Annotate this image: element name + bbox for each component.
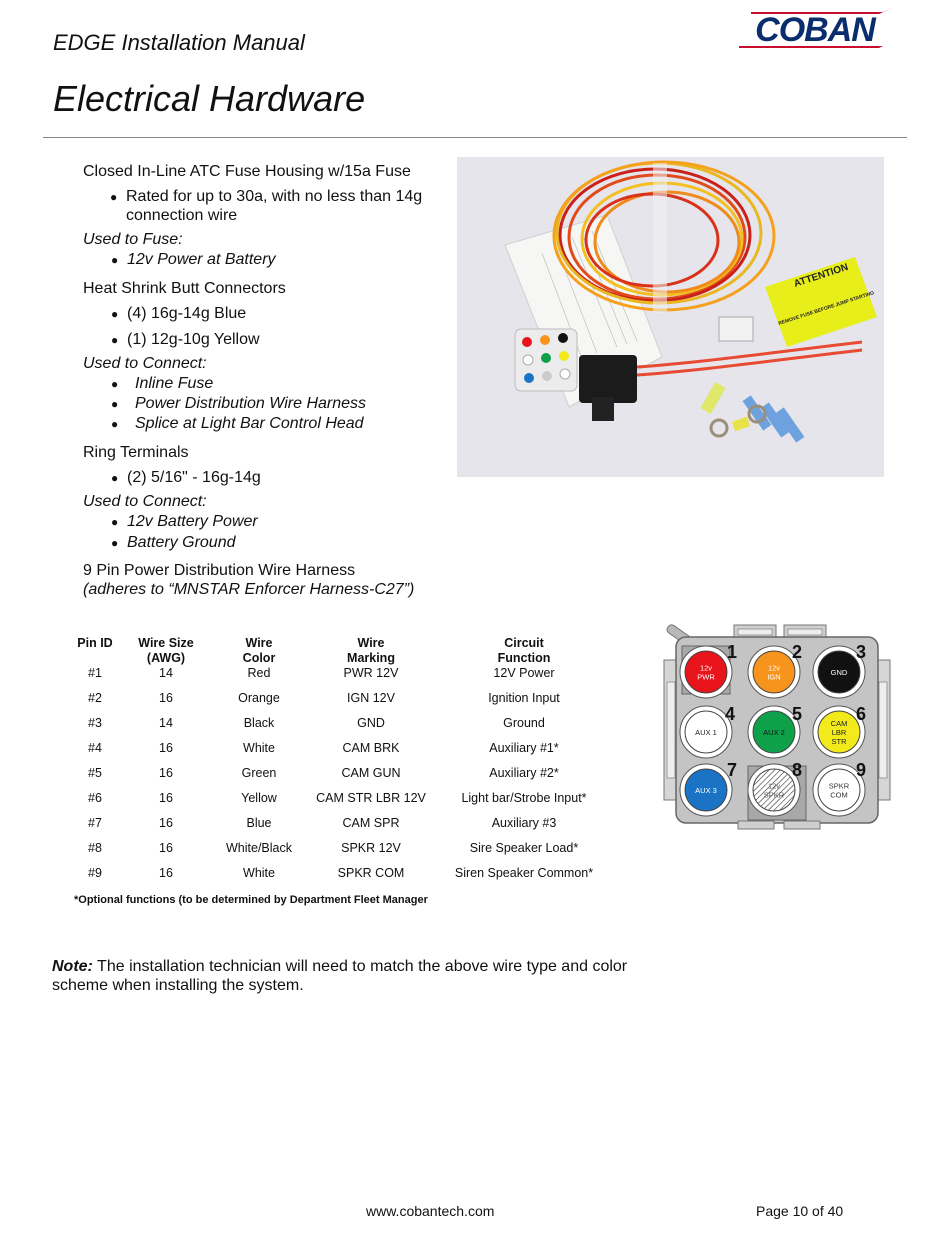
pin-number: 9	[855, 760, 867, 780]
pin-label: SPKR	[763, 790, 785, 800]
table-cell: #7	[88, 816, 102, 830]
pin-number: 3	[855, 642, 867, 662]
pin-label: 12v	[767, 781, 781, 791]
pin-table	[60, 636, 622, 891]
table-cell: CAM GUN	[341, 766, 401, 780]
column-header: Pin ID	[77, 636, 113, 650]
ring-terminals-title: Ring Terminals	[83, 444, 189, 461]
pin-label: AUX 3	[695, 786, 717, 795]
product-photo	[457, 157, 884, 477]
table-cell: 14	[159, 716, 173, 730]
column-header: Wire Marking	[347, 636, 395, 665]
table-cell: 16	[159, 691, 173, 705]
table-row	[60, 666, 622, 691]
table-footnote: *Optional functions (to be determined by Department Fleet Manager	[74, 894, 428, 906]
pin-number: 5	[791, 704, 803, 724]
pin-label: AUX 2	[763, 728, 785, 737]
list-item: ● Rated for up to 30a, with no less than 14g	[110, 188, 423, 205]
list-item: ● Inline Fuse	[111, 375, 214, 392]
column-header: Wire Color	[242, 636, 276, 665]
table-cell: White/Black	[226, 841, 292, 855]
pin-label: STR	[831, 737, 847, 746]
table-cell: 16	[159, 741, 173, 755]
list-item: ● Splice at Light Bar Control Head	[111, 415, 364, 432]
pin-label: 12v	[767, 663, 781, 673]
used-to-fuse-label: Used to Fuse:	[83, 231, 183, 248]
butt-connectors-title: Heat Shrink Butt Connectors	[83, 280, 286, 297]
pin-number: 4	[724, 704, 736, 724]
table-cell: #4	[88, 741, 102, 755]
list-item: ● Battery Ground	[111, 534, 236, 551]
pin-number: 7	[726, 760, 738, 780]
pin-label: LBR	[831, 728, 847, 737]
footer-page-number: Page 10 of 40	[756, 1203, 844, 1219]
table-cell: Red	[247, 666, 271, 680]
logo-wordmark: COBAN	[755, 11, 875, 49]
pin-number: 1	[726, 642, 738, 662]
table-cell: CAM SPR	[342, 816, 400, 830]
header-divider	[43, 137, 907, 138]
pin-number: 2	[791, 642, 803, 662]
table-cell: #8	[88, 841, 102, 855]
table-cell: #5	[88, 766, 102, 780]
pin-label: COM	[830, 790, 848, 800]
list-item: ● 12v Battery Power	[111, 513, 258, 530]
note-label: Note:	[52, 958, 93, 975]
pin-label: CAM	[830, 719, 848, 728]
pin-number: 6	[855, 704, 867, 724]
table-header-row	[60, 636, 622, 666]
table-cell: White	[243, 866, 275, 880]
connector-pinout-diagram	[662, 622, 892, 832]
pin-number: 8	[791, 760, 803, 780]
table-cell: Black	[243, 716, 275, 730]
table-cell: Sire Speaker Load*	[469, 841, 579, 855]
table-cell: CAM STR LBR 12V	[316, 791, 426, 805]
table-cell: #3	[88, 716, 102, 730]
table-cell: Light bar/Strobe Input*	[461, 791, 587, 805]
footer-website[interactable]: www.cobantech.com	[366, 1203, 495, 1219]
table-cell: #1	[88, 666, 102, 680]
used-to-connect-label: Used to Connect:	[83, 493, 207, 510]
table-cell: 16	[159, 841, 173, 855]
table-cell: Auxiliary #2*	[489, 766, 559, 780]
table-cell: 16	[159, 766, 173, 780]
table-cell: Blue	[246, 816, 272, 830]
column-header: Circuit Function	[497, 636, 551, 665]
column-header: Wire Size (AWG)	[138, 636, 194, 665]
table-cell: White	[243, 741, 275, 755]
table-cell: Ground	[503, 716, 545, 730]
table-row	[60, 791, 622, 816]
table-cell: PWR 12V	[343, 666, 399, 680]
table-cell: Yellow	[241, 791, 277, 805]
table-cell: Orange	[238, 691, 280, 705]
table-row	[60, 741, 622, 766]
table-cell: Auxiliary #3	[491, 816, 557, 830]
pin-label: 12v	[699, 663, 713, 673]
table-cell: #6	[88, 791, 102, 805]
table-cell: SPKR COM	[337, 866, 405, 880]
table-cell: Auxiliary #1*	[489, 741, 559, 755]
table-cell: #9	[88, 866, 102, 880]
list-item: ● Power Distribution Wire Harness	[111, 395, 367, 412]
pin-label: IGN	[767, 672, 781, 682]
pin-label: AUX 1	[695, 728, 717, 737]
table-cell: 12V Power	[493, 666, 555, 680]
table-cell: Ignition Input	[488, 691, 560, 705]
installation-note	[52, 957, 632, 995]
list-item: ● (2) 5/16" - 16g-14g	[111, 469, 261, 486]
table-row	[60, 866, 622, 891]
table-cell: CAM BRK	[342, 741, 400, 755]
table-cell: 16	[159, 816, 173, 830]
harness-subtitle: (adheres to “MNSTAR Enforcer Harness-C27”)	[83, 581, 415, 598]
attention-label-subtext: REMOVE FUSE BEFORE JUMP STARTING	[777, 290, 876, 327]
table-cell: 14	[159, 666, 173, 680]
harness-title: 9 Pin Power Distribution Wire Harness	[83, 562, 356, 579]
used-to-connect-label: Used to Connect:	[83, 355, 207, 372]
table-row	[60, 766, 622, 791]
list-item: ● (4) 16g-14g Blue	[111, 305, 247, 322]
pin-label: SPKR	[828, 781, 850, 791]
table-cell: 16	[159, 866, 173, 880]
pin-label: GND	[830, 668, 848, 677]
table-cell: 16	[159, 791, 173, 805]
table-row	[60, 816, 622, 841]
table-cell: SPKR 12V	[341, 841, 401, 855]
list-item: ● (1) 12g-10g Yellow	[111, 331, 260, 348]
fuse-housing-title: Closed In-Line ATC Fuse Housing w/15a Fuse	[83, 163, 411, 180]
table-cell: IGN 12V	[347, 691, 395, 705]
table-row	[60, 691, 622, 716]
attention-label-text: ATTENTION	[792, 261, 850, 290]
section-title: Electrical Hardware	[53, 78, 366, 119]
list-item-continuation: connection wire	[126, 207, 238, 224]
pin-label: PWR	[697, 672, 715, 682]
manual-title: EDGE Installation Manual	[53, 30, 305, 55]
coban-logo	[733, 8, 898, 50]
table-cell: #2	[88, 691, 102, 705]
table-cell: Siren Speaker Common*	[454, 866, 594, 880]
table-cell: GND	[357, 716, 385, 730]
table-row	[60, 716, 622, 741]
table-row	[60, 841, 622, 866]
table-cell: Green	[241, 766, 277, 780]
list-item: ● 12v Power at Battery	[111, 251, 276, 268]
note-text: The installation technician will need to match the above wire type and color scheme when installing the system.	[52, 958, 628, 994]
